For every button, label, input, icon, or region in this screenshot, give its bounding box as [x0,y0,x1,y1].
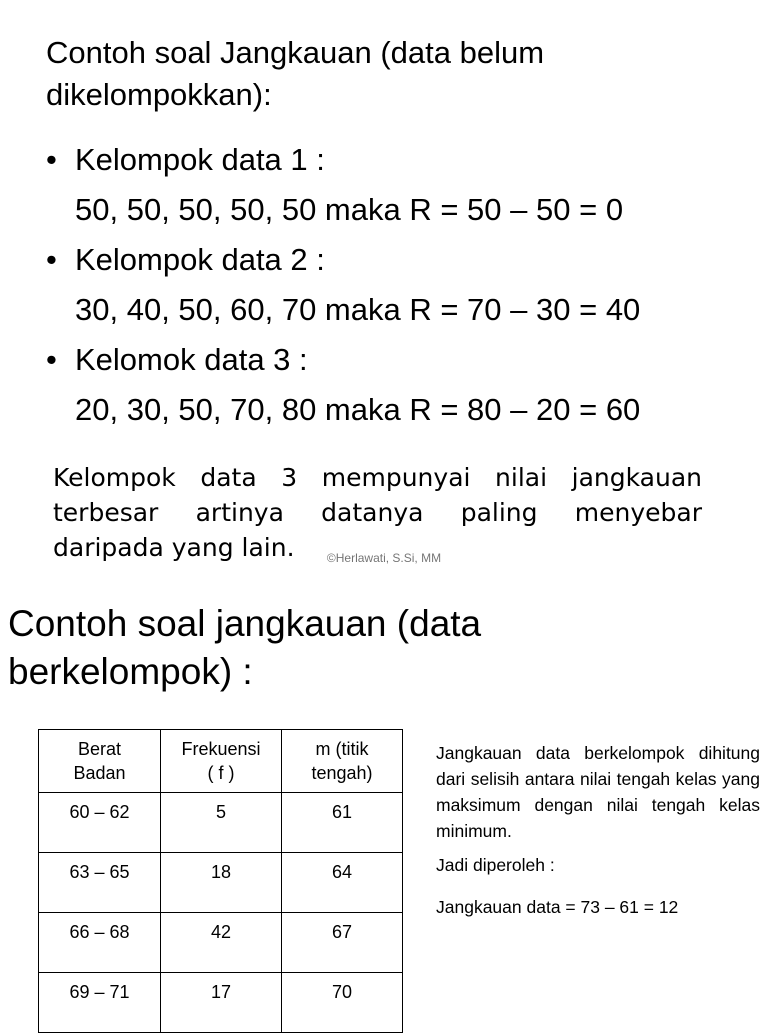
slide-grouped-range [0,590,768,1024]
data-group-list [46,140,746,440]
bullet-icon: • [46,142,57,177]
conclusion-text: Kelompok data 3 mempunyai nilai jangkauan terbesar artinya datanya paling menyebar daripada yang lain. [53,463,702,562]
header-berat-badan: Berat Badan [39,730,161,793]
header-titik-tengah: m (titik tengah) [282,730,403,793]
slide2-title: Contoh soal jangkauan (data berkelompok) : [8,603,482,692]
cell-frequency: 5 [161,793,282,853]
table-header-row [39,730,403,793]
group-1-label: Kelompok data 1 : [75,142,325,177]
table-row [39,853,403,913]
cell-frequency: 42 [161,913,282,973]
cell-midpoint: 67 [282,913,403,973]
cell-frequency: 17 [161,973,282,1033]
cell-midpoint: 70 [282,973,403,1033]
bullet-group-2 [46,240,746,290]
cell-class: 66 – 68 [39,913,161,973]
weight-frequency-table [38,729,403,1033]
result-label: Jadi diperoleh : [436,855,555,875]
cell-class: 60 – 62 [39,793,161,853]
cell-class: 69 – 71 [39,973,161,1033]
cell-midpoint: 64 [282,853,403,913]
range-description: Jangkauan data berkelompok dihitung dari selisih antara nilai tengah kelas yang maksimum dengan nilai tengah kelas minimum. [436,743,760,841]
group-3-label: Kelomok data 3 : [75,342,308,377]
explanation-panel [436,740,760,920]
group-3-values: 20, 30, 50, 70, 80 maka R = 80 – 20 = 60 [75,392,641,427]
table-row [39,913,403,973]
header-frekuensi: Frekuensi ( f ) [161,730,282,793]
cell-frequency: 18 [161,853,282,913]
group-1-values: 50, 50, 50, 50, 50 maka R = 50 – 50 = 0 [75,192,624,227]
slide1-title: Contoh soal Jangkauan (data belum dikelompokkan): [46,35,545,112]
author-watermark: ©Herlawati, S.Si, MM [326,551,442,565]
range-calculation: Jangkauan data = 73 – 61 = 12 [436,897,679,917]
group-2-values: 30, 40, 50, 60, 70 maka R = 70 – 30 = 40 [75,292,641,327]
bullet-group-3 [46,340,746,390]
cell-midpoint: 61 [282,793,403,853]
group-2-label: Kelompok data 2 : [75,242,325,277]
bullet-icon: • [46,242,57,277]
bullet-group-1 [46,140,746,190]
bullet-icon: • [46,342,57,377]
cell-class: 63 – 65 [39,853,161,913]
table-row [39,793,403,853]
